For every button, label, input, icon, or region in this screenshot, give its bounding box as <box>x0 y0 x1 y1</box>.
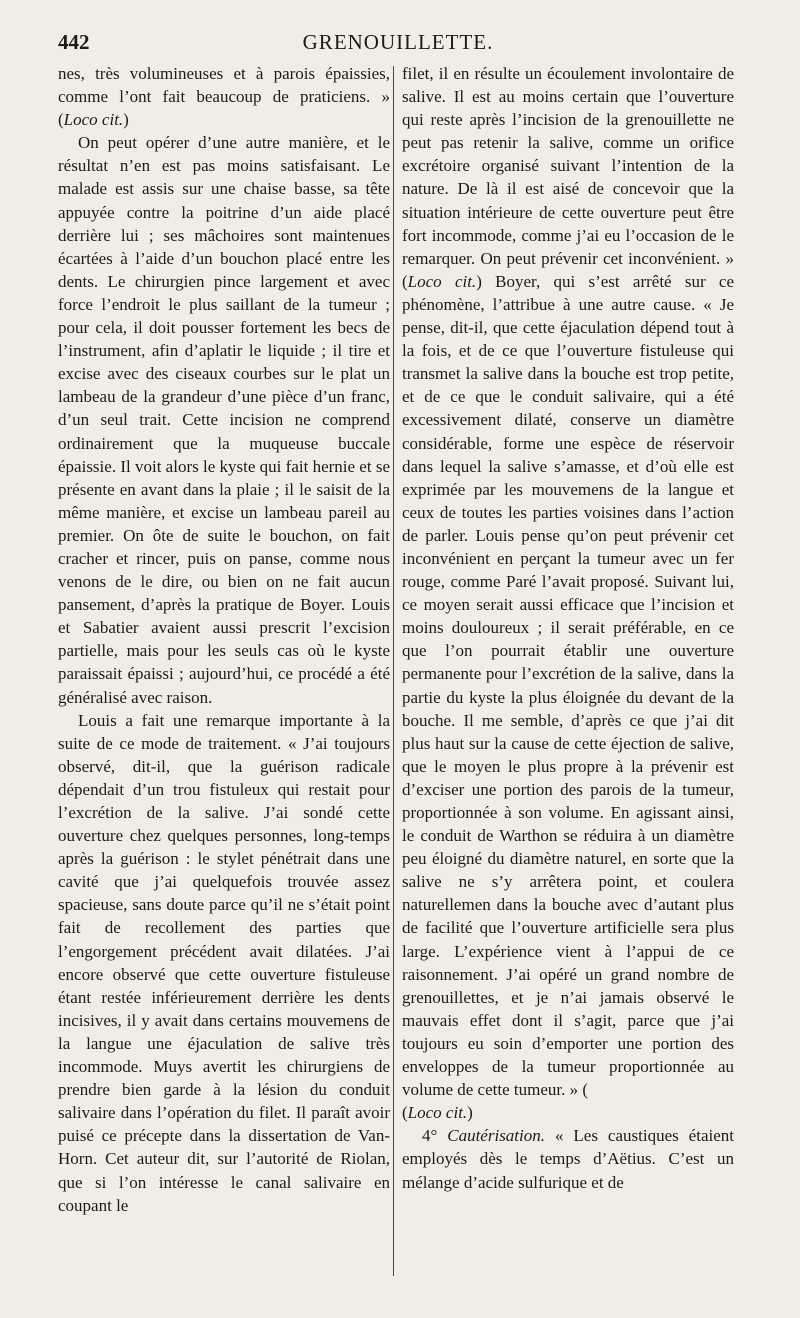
right-column <box>402 62 734 1282</box>
paragraph-continuation: filet, il en résulte un écoulement involontaire de salive. Il est au moins certain que l’ouverture qui reste après l’incision de la grenouillette ne peut pas retenir la salive, comme un orifice excrétoire organisé suivant l’intention de la nature. De là il est aisé de concevoir que la situation intérieure de cette ouverture peut être fort incommode, comme j’ai eu l’occasion de le remarquer. On peut prévenir cet inconvénient. » (Loco cit.) Boyer, qui s’est arrêté sur ce phénomène, l’attribue à une autre cause. « Je pense, dit-il, que cette éjaculation dépend tout à la fois, et de ce que l’ouverture fistuleuse qui transmet la salive dans la bouche est trop petite, et de ce que le conduit salivaire, qui a été excessivement dilaté, conserve un diamètre considérable, forme une espèce de réservoir dans lequel la salive s’amasse, et d’où elle est exprimée par les mouvemens de la langue et ceux de toutes les parties voisines dans l’action de parler. Louis pense qu’on peut prévenir cet inconvénient en perçant la tumeur avec un fer rouge, comme Paré l’avait proposé. Suivant lui, ce moyen serait aussi efficace que l’incision et moins douloureux ; il serait préférable, en ce que l’on pourrait établir une ouverture permanente pour l’excrétion de la salive, dans la partie du kyste la plus éloignée du devant de la bouche. Il me semble, d’après ce que j’ai dit plus haut sur la cause de cette éjection de salive, que le moyen le plus propre à la prévenir est d’exciser une portion des parois de la tumeur, proportionnée à son volume. En agissant ainsi, le conduit de Warthon se réduira à un diamètre peu éloigné du diamètre naturel, en sorte que la salive ne s’y arrêtera point, et coulera naturellemen dans la bouche avec d’autant plus de facilité que l’ouverture artificielle sera plus large. L’expérience vient à l’appui de ce raisonnement. J’ai opéré un grand nombre de grenouillettes, et je n’ai jamais observé le mauvais effet dont il s’agit, parce que j’ai toujours eu soin d’emporter une portion des enveloppes de la tumeur proportionnée au volume de cette tumeur. » ( <box>402 64 734 1100</box>
running-title: GRENOUILLETTE. <box>302 30 494 54</box>
left-column <box>58 62 390 1282</box>
citation: Loco cit. <box>407 1103 468 1123</box>
paragraph: On peut opérer d’une autre manière, et le résultat n’en est pas moins satisfaisant. Le malade est assis sur une chaise basse, sa tête appuyée contre la poitrine d’un aide placé derrière lui ; ses mâchoires sont maintenues écartées à l’aide d’un bouchon placé entre les dents. Le chirurgien pince largement et avec force l’endroit le plus saillant de la tumeur ; pour cela, il doit pousser fortement les becs de l’instrument, afin d’aplatir le liquide ; il tire et excise avec des ciseaux courbes sur le plat un lambeau de la grandeur d’une pièce d’un franc, d’un seul trait. Cette incision ne comprend ordinairement que la muqueuse buccale épaissie. Il voit alors le kyste qui fait hernie et se présente en avant dans la plaie ; il le saisit de la même manière, et excise un lambeau pareil au premier. On ôte de suite le bouchon, on fait cracher et rincer, puis on panse, comme nous venons de le dire, ou bien on ne fait aucun pansement, d’après la pratique de Boyer. Louis et Sabatier avaient aussi prescrit l’excision partielle, mais pour les seuls cas où le kyste paraissait épaissi ; aujourd’hui, ce procédé a été généralisé avec raison. <box>58 133 390 707</box>
section-number: 4° <box>422 1126 448 1146</box>
citation: Loco cit. <box>407 271 477 291</box>
section-paragraph: 4° Cautérisation. « Les caustiques étaient employés dès le temps d’Aëtius. C’est un mélange d’acide sulfurique et de <box>402 1126 734 1192</box>
column-divider <box>393 66 394 1276</box>
section-heading: Cautérisation. <box>447 1126 546 1146</box>
citation-line: (Loco cit.) <box>402 1103 473 1123</box>
paragraph-continuation: nes, très volumineuses et à parois épaissies, comme l’ont fait beaucoup de praticiens. » (Loco cit.) <box>58 64 390 130</box>
paragraph: Louis a fait une remarque importante à la suite de ce mode de traitement. « J’ai toujours observé, dit-il, que la guérison radicale dépendait d’un trou fistuleux qui restait pour l’excrétion de la salive. J’ai sondé cette ouverture chez quelques personnes, long-temps après la guérison : le stylet pénétrait dans une cavité que j’ai quelquefois trouvée assez spacieuse, sans doute parce qu’il ne s’était point fait de recollement des parties que l’engorgement précédent avait dilatées. J’ai encore observé que cette ouverture fistuleuse étant restée inférieurement derrière les dents incisives, il y avait dans certains mouvemens de la langue une éjaculation de salive très incommode. Muys avertit les chirurgiens de prendre bien garde à la lésion du conduit salivaire dans l’opération du filet. Il paraît avoir puisé ce précepte dans la dissertation de Van-Horn. Cet auteur dit, sur l’autorité de Riolan, que si l’on intéresse le canal salivaire en coupant le <box>58 710 390 1215</box>
page-header <box>58 30 738 60</box>
citation: Loco cit. <box>63 110 124 130</box>
page-number: 442 <box>58 30 90 54</box>
